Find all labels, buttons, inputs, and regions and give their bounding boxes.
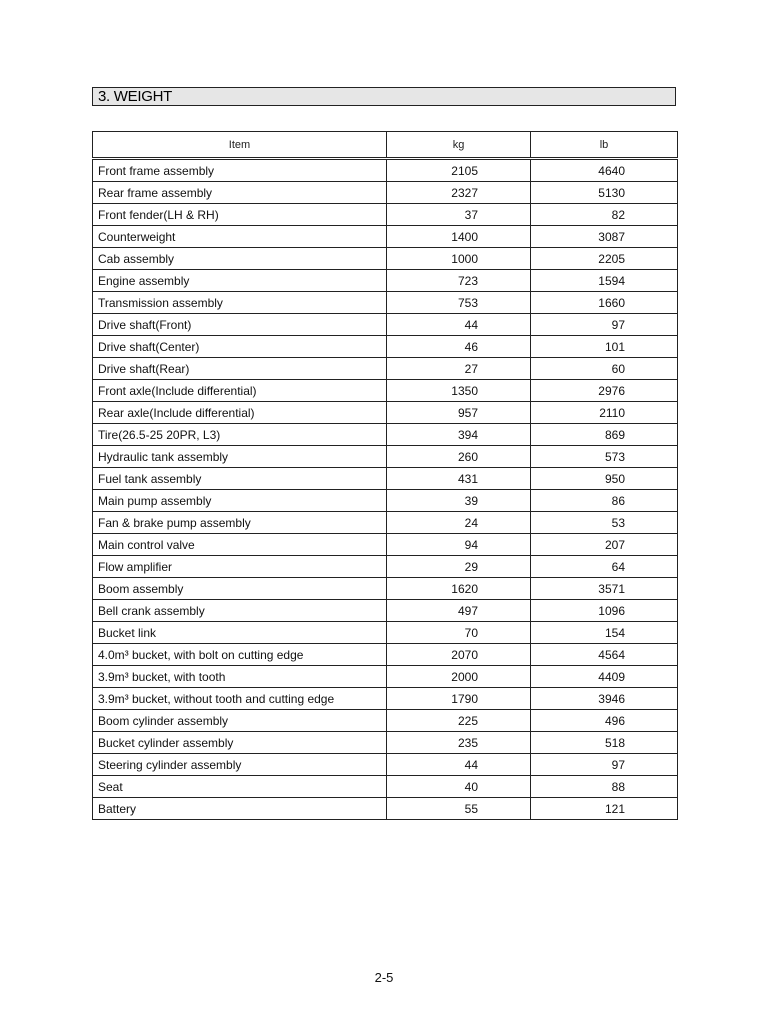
item-name-cell: Drive shaft(Center) — [93, 336, 387, 358]
weight-kg-cell: 2105 — [387, 159, 531, 182]
table-row — [93, 512, 678, 534]
weight-lb-cell: 869 — [531, 424, 678, 446]
weight-kg-cell: 27 — [387, 358, 531, 380]
item-name-cell: Rear frame assembly — [93, 182, 387, 204]
table-row — [93, 600, 678, 622]
table-row — [93, 556, 678, 578]
table-row — [93, 710, 678, 732]
table-row — [93, 292, 678, 314]
weight-kg-cell: 24 — [387, 512, 531, 534]
table-row — [93, 578, 678, 600]
weight-lb-cell: 86 — [531, 490, 678, 512]
table-row — [93, 424, 678, 446]
table-row — [93, 446, 678, 468]
weight-lb-cell: 97 — [531, 314, 678, 336]
weight-kg-cell: 44 — [387, 314, 531, 336]
item-name-cell: Main pump assembly — [93, 490, 387, 512]
table-row — [93, 248, 678, 270]
item-name-cell: Tire(26.5-25 20PR, L3) — [93, 424, 387, 446]
item-name-cell: Fan & brake pump assembly — [93, 512, 387, 534]
table-row — [93, 666, 678, 688]
weight-lb-cell: 1660 — [531, 292, 678, 314]
weight-kg-cell: 40 — [387, 776, 531, 798]
weight-kg-cell: 1790 — [387, 688, 531, 710]
weight-kg-cell: 957 — [387, 402, 531, 424]
table-row — [93, 688, 678, 710]
weight-lb-cell: 3571 — [531, 578, 678, 600]
weight-kg-cell: 29 — [387, 556, 531, 578]
weight-lb-cell: 573 — [531, 446, 678, 468]
weight-kg-cell: 2327 — [387, 182, 531, 204]
weight-lb-cell: 2976 — [531, 380, 678, 402]
table-row — [93, 534, 678, 556]
item-name-cell: Battery — [93, 798, 387, 820]
item-name-cell: Bucket link — [93, 622, 387, 644]
weight-kg-cell: 37 — [387, 204, 531, 226]
weight-kg-cell: 39 — [387, 490, 531, 512]
weight-kg-cell: 2000 — [387, 666, 531, 688]
weight-lb-cell: 1594 — [531, 270, 678, 292]
column-header-item: Item — [93, 132, 387, 159]
weight-lb-cell: 2110 — [531, 402, 678, 424]
weight-kg-cell: 235 — [387, 732, 531, 754]
weight-lb-cell: 5130 — [531, 182, 678, 204]
weight-table — [92, 131, 678, 820]
section-header — [92, 87, 676, 106]
weight-lb-cell: 154 — [531, 622, 678, 644]
weight-kg-cell: 1350 — [387, 380, 531, 402]
table-row — [93, 336, 678, 358]
weight-lb-cell: 518 — [531, 732, 678, 754]
table-row — [93, 798, 678, 820]
weight-lb-cell: 1096 — [531, 600, 678, 622]
weight-lb-cell: 207 — [531, 534, 678, 556]
table-row — [93, 490, 678, 512]
weight-kg-cell: 225 — [387, 710, 531, 732]
weight-lb-cell: 64 — [531, 556, 678, 578]
weight-lb-cell: 53 — [531, 512, 678, 534]
weight-lb-cell: 88 — [531, 776, 678, 798]
weight-kg-cell: 44 — [387, 754, 531, 776]
item-name-cell: Counterweight — [93, 226, 387, 248]
item-name-cell: Transmission assembly — [93, 292, 387, 314]
section-title: 3. WEIGHT — [98, 88, 172, 105]
weight-lb-cell: 4564 — [531, 644, 678, 666]
item-name-cell: Main control valve — [93, 534, 387, 556]
weight-kg-cell: 46 — [387, 336, 531, 358]
table-row — [93, 358, 678, 380]
weight-kg-cell: 1400 — [387, 226, 531, 248]
table-row — [93, 270, 678, 292]
weight-lb-cell: 496 — [531, 710, 678, 732]
weight-kg-cell: 260 — [387, 446, 531, 468]
item-name-cell: Front frame assembly — [93, 159, 387, 182]
item-name-cell: Cab assembly — [93, 248, 387, 270]
weight-lb-cell: 121 — [531, 798, 678, 820]
page-number: 2-5 — [374, 970, 394, 985]
item-name-cell: Boom assembly — [93, 578, 387, 600]
table-row — [93, 644, 678, 666]
table-row — [93, 204, 678, 226]
item-name-cell: Boom cylinder assembly — [93, 710, 387, 732]
weight-kg-cell: 1620 — [387, 578, 531, 600]
table-row — [93, 776, 678, 798]
weight-lb-cell: 4409 — [531, 666, 678, 688]
item-name-cell: Bell crank assembly — [93, 600, 387, 622]
table-body — [93, 159, 678, 820]
weight-kg-cell: 94 — [387, 534, 531, 556]
table-row — [93, 402, 678, 424]
item-name-cell: Hydraulic tank assembly — [93, 446, 387, 468]
weight-lb-cell: 60 — [531, 358, 678, 380]
weight-kg-cell: 55 — [387, 798, 531, 820]
table-row — [93, 622, 678, 644]
weight-lb-cell: 3087 — [531, 226, 678, 248]
item-name-cell: Bucket cylinder assembly — [93, 732, 387, 754]
item-name-cell: Drive shaft(Rear) — [93, 358, 387, 380]
item-name-cell: 4.0m³ bucket, with bolt on cutting edge — [93, 644, 387, 666]
weight-kg-cell: 431 — [387, 468, 531, 490]
weight-lb-cell: 2205 — [531, 248, 678, 270]
table-row — [93, 468, 678, 490]
weight-kg-cell: 2070 — [387, 644, 531, 666]
table-row — [93, 314, 678, 336]
weight-lb-cell: 950 — [531, 468, 678, 490]
item-name-cell: Front fender(LH & RH) — [93, 204, 387, 226]
weight-kg-cell: 1000 — [387, 248, 531, 270]
table-row — [93, 732, 678, 754]
weight-kg-cell: 497 — [387, 600, 531, 622]
item-name-cell: Drive shaft(Front) — [93, 314, 387, 336]
item-name-cell: Rear axle(Include differential) — [93, 402, 387, 424]
weight-lb-cell: 4640 — [531, 159, 678, 182]
table-row — [93, 182, 678, 204]
item-name-cell: Flow amplifier — [93, 556, 387, 578]
table-row — [93, 159, 678, 182]
column-header-kg: kg — [387, 132, 531, 159]
weight-lb-cell: 101 — [531, 336, 678, 358]
table-row — [93, 380, 678, 402]
item-name-cell: Fuel tank assembly — [93, 468, 387, 490]
column-header-lb: lb — [531, 132, 678, 159]
weight-lb-cell: 82 — [531, 204, 678, 226]
item-name-cell: Seat — [93, 776, 387, 798]
table-row — [93, 226, 678, 248]
weight-kg-cell: 753 — [387, 292, 531, 314]
weight-kg-cell: 394 — [387, 424, 531, 446]
table-header-row — [93, 132, 678, 159]
item-name-cell: 3.9m³ bucket, with tooth — [93, 666, 387, 688]
item-name-cell: Engine assembly — [93, 270, 387, 292]
item-name-cell: Steering cylinder assembly — [93, 754, 387, 776]
item-name-cell: 3.9m³ bucket, without tooth and cutting edge — [93, 688, 387, 710]
table-row — [93, 754, 678, 776]
weight-kg-cell: 70 — [387, 622, 531, 644]
weight-lb-cell: 97 — [531, 754, 678, 776]
weight-lb-cell: 3946 — [531, 688, 678, 710]
item-name-cell: Front axle(Include differential) — [93, 380, 387, 402]
weight-kg-cell: 723 — [387, 270, 531, 292]
